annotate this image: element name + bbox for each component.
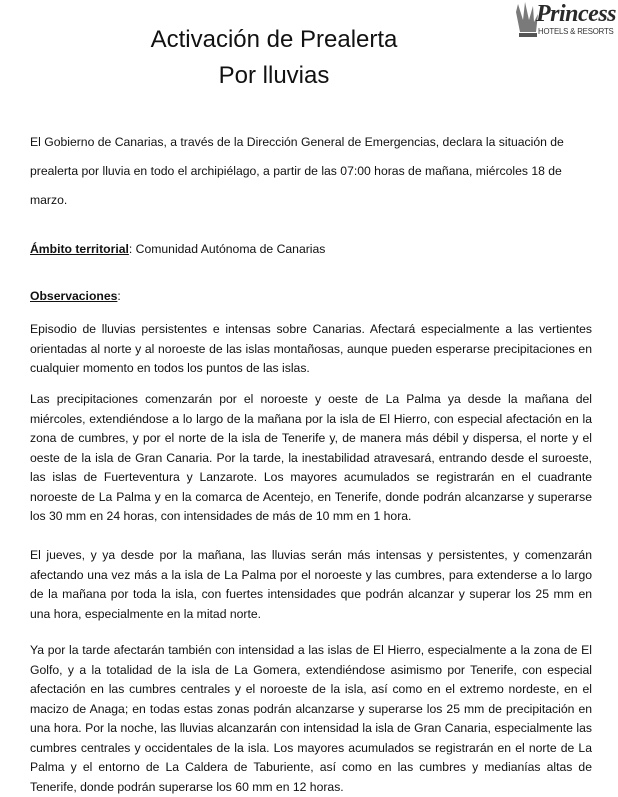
logo-subtitle: HOTELS & RESORTS (538, 26, 614, 36)
observation-paragraph: Las precipitaciones comenzarán por el noroeste y oeste de La Palma ya desde la mañana del miércoles, extendiéndose a lo largo de la mañana por la isla de El Hierro, con especial afectación en la zona de cumbres, y por el norte de la isla de Tenerife y, de manera más débil y dispersa, el norte y el oeste de la isla de Gran Canaria. Por la tarde, la inestabilidad atravesará, entrando desde el suroeste, las islas de Fuerteventura y Lanzarote. Los mayores acumulados se registrarán en el cuadrante noroeste de La Palma y en la comarca de Acentejo, en Tenerife, donde podrán alcanzarse y superarse los 30 mm en 24 horas, con intensidades de más de 10 mm en 1 hora. (30, 392, 592, 523)
observation-paragraph: Ya por la tarde afectarán también con intensidad a las islas de El Hierro, especialmente a la zona de El Golfo, y a la totalidad de la isla de La Gomera, extendiéndose asimismo por Tenerife, con especial afectación en las cumbres centrales y el noroeste de la isla, así como en el extremo nordeste, en el macizo de Anaga; en todas estas zonas podrán alcanzarse y superarse los 25 mm de precipitación en una hora. Por la noche, las lluvias alcanzarán con intensidad la isla de Gran Canaria, especialmente las cumbres centrales y occidentales de la isla. Los mayores acumulados se registrarán en el norte de La Palma y el entorno de La Caldera de Taburiente, así como en las cumbres y medianías altas de Tenerife, donde podrán superarse los 60 mm en 12 horas. (30, 643, 592, 794)
scope-separator: : (128, 242, 133, 256)
observations-heading (30, 287, 592, 305)
document-title-line1: Activación de Prealerta (150, 26, 398, 53)
document-title-line2: Por lluvias (218, 62, 330, 89)
scope-value: Comunidad Autónoma de Canarias (132, 242, 326, 256)
intro-paragraph: El Gobierno de Canarias, a través de la Dirección General de Emergencias, declara la situación de prealerta por lluvia en todo el archipiélago, a partir de las 07:00 horas de mañana, miércoles 18 de marzo. (30, 135, 564, 207)
scope-label: Ámbito territorial (30, 242, 129, 256)
observations-label: Observaciones (30, 289, 118, 303)
observations-separator: : (117, 289, 121, 303)
observation-paragraph: Episodio de lluvias persistentes e intensas sobre Canarias. Afectará especialmente a las vertientes orientadas al norte y al noroeste de las islas montañosas, aunque pueden esperarse precipitaciones en cualquier momento en todos los puntos de las islas. (30, 322, 592, 375)
logo-brand: Princess (536, 1, 616, 27)
observation-paragraph: El jueves, y ya desde por la mañana, las lluvias serán más intensas y persistentes, y comenzarán afectando una vez más a la isla de La Palma por el noroeste y las cumbres, para extenderse a lo largo de la mañana por toda la isla, con fuertes intensidades que podrán alcanzar y superar los 25 mm en una hora, especialmente en la mitad norte. (30, 548, 592, 621)
scope-line (30, 240, 592, 258)
